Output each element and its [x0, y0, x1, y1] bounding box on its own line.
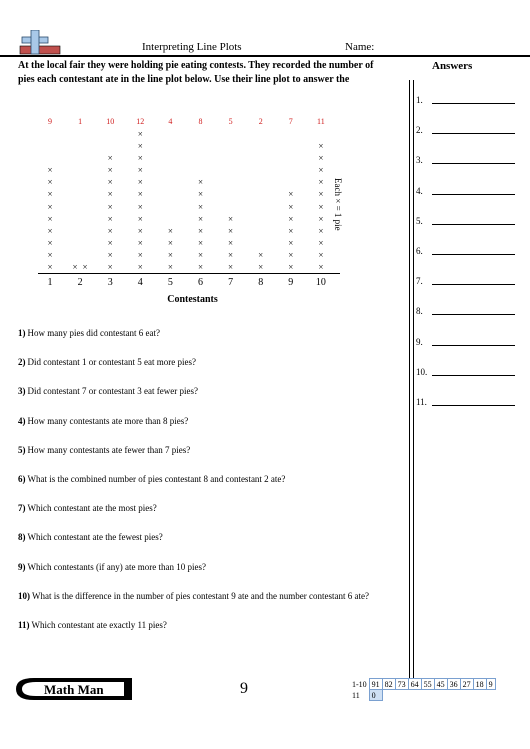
question-text: How many pies did contestant 6 eat? — [27, 328, 160, 338]
plot-mark: × — [107, 153, 113, 164]
question — [18, 357, 196, 367]
answer-number: 9. — [416, 336, 423, 347]
plot-mark: × — [288, 213, 294, 224]
count-label: 7 — [288, 117, 293, 126]
plot-mark: × — [107, 177, 113, 188]
plot-mark: × — [167, 237, 173, 248]
intro-line-2: pies each contestant ate in the line plot below. Use their line plot to answer the — [18, 74, 350, 85]
key-cell: 91 — [369, 679, 382, 690]
plot-mark: × — [167, 262, 173, 272]
question-number: 10) — [18, 590, 30, 601]
count-label: 2 — [258, 117, 263, 126]
answer-row — [416, 337, 530, 347]
answer-number: 3. — [416, 155, 423, 166]
question — [18, 416, 188, 426]
count-label: 12 — [136, 117, 145, 126]
answer-blank[interactable] — [432, 163, 515, 164]
answer-blank[interactable] — [432, 345, 515, 346]
plot-mark: × — [47, 201, 53, 212]
count-label: 8 — [198, 117, 203, 126]
answer-number: 11. — [416, 397, 427, 407]
plot-mark: × — [137, 201, 143, 212]
answer-number: 7. — [416, 276, 423, 287]
plot-mark: × — [107, 249, 113, 260]
question-number: 9) — [18, 561, 26, 572]
count-label: 1 — [78, 117, 83, 126]
plot-mark: × — [318, 262, 324, 272]
question-text: How many contestants ate fewer than 7 pies? — [27, 444, 191, 455]
plot-mark: × — [288, 189, 294, 200]
count-label: 10 — [106, 117, 115, 126]
plot-mark: × — [288, 237, 294, 248]
x-tick-label: 4 — [137, 277, 143, 288]
answer-number: 8. — [416, 306, 423, 317]
plot-mark: × — [47, 237, 53, 248]
plot-mark: × — [137, 262, 143, 272]
plot-mark: × — [197, 225, 204, 236]
plot-mark: × — [228, 249, 234, 260]
question-number: 11) — [18, 620, 30, 630]
question-text: Which contestant ate exactly 11 pies? — [31, 620, 167, 630]
answer-row — [416, 186, 530, 196]
plot-mark: × — [167, 249, 173, 260]
count-label: 11 — [317, 117, 325, 126]
question — [18, 532, 163, 542]
question-text: How many contestants ate more than 8 pies? — [27, 415, 189, 426]
plot-mark: × — [107, 189, 113, 200]
answer-row — [416, 367, 530, 377]
x-axis-label: Contestants — [167, 294, 218, 305]
plot-mark: × — [47, 177, 53, 188]
plot-mark: × — [318, 177, 324, 188]
x-axis-line — [38, 273, 340, 274]
plot-mark: × — [288, 249, 294, 260]
plot-mark: × — [228, 237, 234, 248]
answers-heading: Answers — [432, 60, 473, 72]
answer-row — [416, 155, 530, 165]
answer-blank[interactable] — [432, 254, 515, 255]
plot-mark: × — [258, 249, 264, 260]
question-number: 8) — [18, 532, 26, 543]
plot-mark: × — [197, 262, 204, 272]
plot-mark: × — [228, 225, 234, 236]
key-cell: 0 — [369, 690, 382, 701]
column-divider — [413, 80, 414, 686]
plot-mark: × — [72, 262, 78, 272]
plot-mark: × — [137, 237, 143, 248]
plot-legend: Each × = 1 pie — [333, 178, 343, 231]
question-number: 7) — [18, 503, 26, 514]
plot-mark: × — [47, 189, 53, 200]
x-tick-label: 9 — [288, 277, 294, 288]
question-number: 6) — [18, 474, 26, 484]
plot-mark: × — [137, 153, 143, 164]
plot-mark: × — [137, 249, 143, 260]
plot-mark: × — [107, 213, 113, 224]
plot-mark: × — [318, 141, 324, 151]
key-cell: 82 — [382, 679, 395, 690]
answer-number: 1. — [416, 95, 423, 105]
plot-mark: × — [288, 262, 294, 272]
plot-mark: × — [318, 165, 324, 176]
plot-mark: × — [318, 189, 324, 200]
plot-mark: × — [107, 262, 113, 272]
question — [18, 620, 167, 630]
plot-mark: × — [258, 262, 264, 272]
logo-icon — [12, 30, 62, 56]
question-number: 1) — [18, 328, 26, 338]
answer-key — [350, 678, 496, 701]
question-number: 3) — [18, 386, 26, 397]
answer-blank[interactable] — [432, 314, 515, 315]
plot-mark: × — [318, 213, 324, 224]
count-label: 5 — [228, 117, 233, 126]
brand-logo — [14, 678, 134, 700]
question-text: What is the difference in the number of pies contestant 9 ate and the number contestant 6 ate? — [32, 590, 369, 601]
question-text: What is the combined number of pies contestant 8 and contestant 2 ate? — [27, 474, 286, 484]
plot-mark: × — [137, 213, 143, 224]
answer-blank[interactable] — [432, 103, 515, 104]
plot-mark: × — [107, 237, 113, 248]
plot-mark: × — [197, 213, 204, 224]
key-cell: 18 — [473, 679, 486, 690]
plot-mark: × — [137, 141, 143, 151]
question — [18, 474, 285, 484]
plot-mark: × — [197, 249, 204, 260]
x-tick-label: 2 — [77, 277, 83, 288]
plot-mark: × — [137, 225, 143, 236]
plot-mark: × — [197, 237, 204, 248]
plot-mark: × — [137, 128, 143, 139]
x-tick-label: 7 — [228, 277, 234, 288]
x-tick-label: 1 — [47, 277, 53, 288]
key-range-label: 1-10 — [352, 679, 367, 689]
answer-row — [416, 125, 530, 135]
question — [18, 445, 190, 455]
question-number: 2) — [18, 357, 26, 368]
answer-row — [416, 397, 530, 407]
key-cell: 64 — [408, 679, 421, 690]
key-cell: 73 — [395, 679, 408, 690]
column-divider — [409, 80, 410, 686]
page-number: 9 — [240, 680, 248, 697]
plot-mark: × — [197, 201, 204, 212]
plot-mark: × — [288, 201, 294, 212]
page-title: Interpreting Line Plots — [142, 41, 242, 53]
x-tick-label: 5 — [167, 277, 173, 288]
question-number: 5) — [18, 444, 26, 455]
plot-mark: × — [167, 225, 173, 236]
answer-blank[interactable] — [432, 224, 515, 225]
plot-mark: × — [318, 225, 324, 236]
plot-mark: × — [318, 201, 324, 212]
key-range-label: 11 — [352, 690, 360, 700]
plot-mark: × — [318, 153, 324, 164]
question — [18, 503, 157, 513]
question-text: Did contestant 7 or contestant 3 eat fewer pies? — [27, 386, 198, 397]
key-cell: 9 — [486, 679, 495, 690]
question — [18, 562, 206, 572]
plot-mark: × — [47, 262, 53, 272]
plot-mark: × — [47, 213, 53, 224]
plot-mark: × — [197, 177, 204, 188]
question-text: Did contestant 1 or contestant 5 eat more pies? — [27, 357, 196, 368]
x-tick-label: 6 — [198, 277, 203, 288]
answer-row — [416, 216, 530, 226]
x-tick-label: 10 — [315, 277, 326, 288]
key-cell: 45 — [434, 679, 447, 690]
question-number: 4) — [18, 415, 26, 426]
answer-number: 10. — [416, 366, 428, 377]
answer-number: 2. — [416, 125, 423, 136]
answer-blank[interactable] — [432, 405, 515, 406]
answer-number: 4. — [416, 185, 423, 196]
intro-line-1: At the local fair they were holding pie eating contests. They recorded the number of — [18, 60, 374, 71]
question — [18, 386, 198, 396]
question-text: Which contestants (if any) ate more than 10 pies? — [27, 561, 206, 572]
x-tick-label: 8 — [258, 277, 264, 288]
plot-mark: × — [137, 189, 143, 200]
question-text: Which contestant ate the most pies? — [27, 503, 157, 514]
x-tick-label: 3 — [107, 277, 113, 288]
count-label: 9 — [48, 117, 52, 126]
answer-blank[interactable] — [432, 194, 515, 195]
key-cell: 27 — [460, 679, 473, 690]
answer-number: 5. — [416, 215, 423, 226]
answer-row — [416, 306, 530, 316]
key-cell: 36 — [447, 679, 460, 690]
answer-blank[interactable] — [432, 133, 515, 134]
question — [18, 328, 160, 338]
answer-number: 6. — [416, 246, 423, 256]
plot-mark: × — [47, 165, 53, 176]
answer-blank[interactable] — [432, 375, 515, 376]
plot-mark: × — [47, 225, 53, 236]
plot-mark: × — [107, 201, 113, 212]
plot-mark: × — [318, 249, 324, 260]
plot-mark: × — [228, 213, 234, 224]
plot-mark: × — [197, 189, 204, 200]
count-label: 4 — [168, 117, 173, 126]
plot-mark: × — [288, 225, 294, 236]
plot-mark: × — [137, 177, 143, 188]
answer-row — [416, 276, 530, 286]
key-cell: 55 — [421, 679, 434, 690]
brand-name: Math Man — [44, 682, 104, 697]
answer-row — [416, 246, 530, 256]
plot-mark: × — [82, 262, 88, 272]
top-divider — [0, 55, 530, 57]
plot-mark: × — [228, 262, 234, 272]
plot-mark: × — [318, 237, 324, 248]
question-text: Which contestant ate the fewest pies? — [27, 532, 163, 543]
answer-blank[interactable] — [432, 284, 515, 285]
answer-row — [416, 95, 530, 105]
plot-mark: × — [137, 165, 143, 176]
plot-mark: × — [107, 165, 113, 176]
name-label: Name: — [345, 41, 375, 53]
question — [18, 591, 369, 601]
plot-mark: × — [107, 225, 113, 236]
plot-mark: × — [47, 249, 53, 260]
